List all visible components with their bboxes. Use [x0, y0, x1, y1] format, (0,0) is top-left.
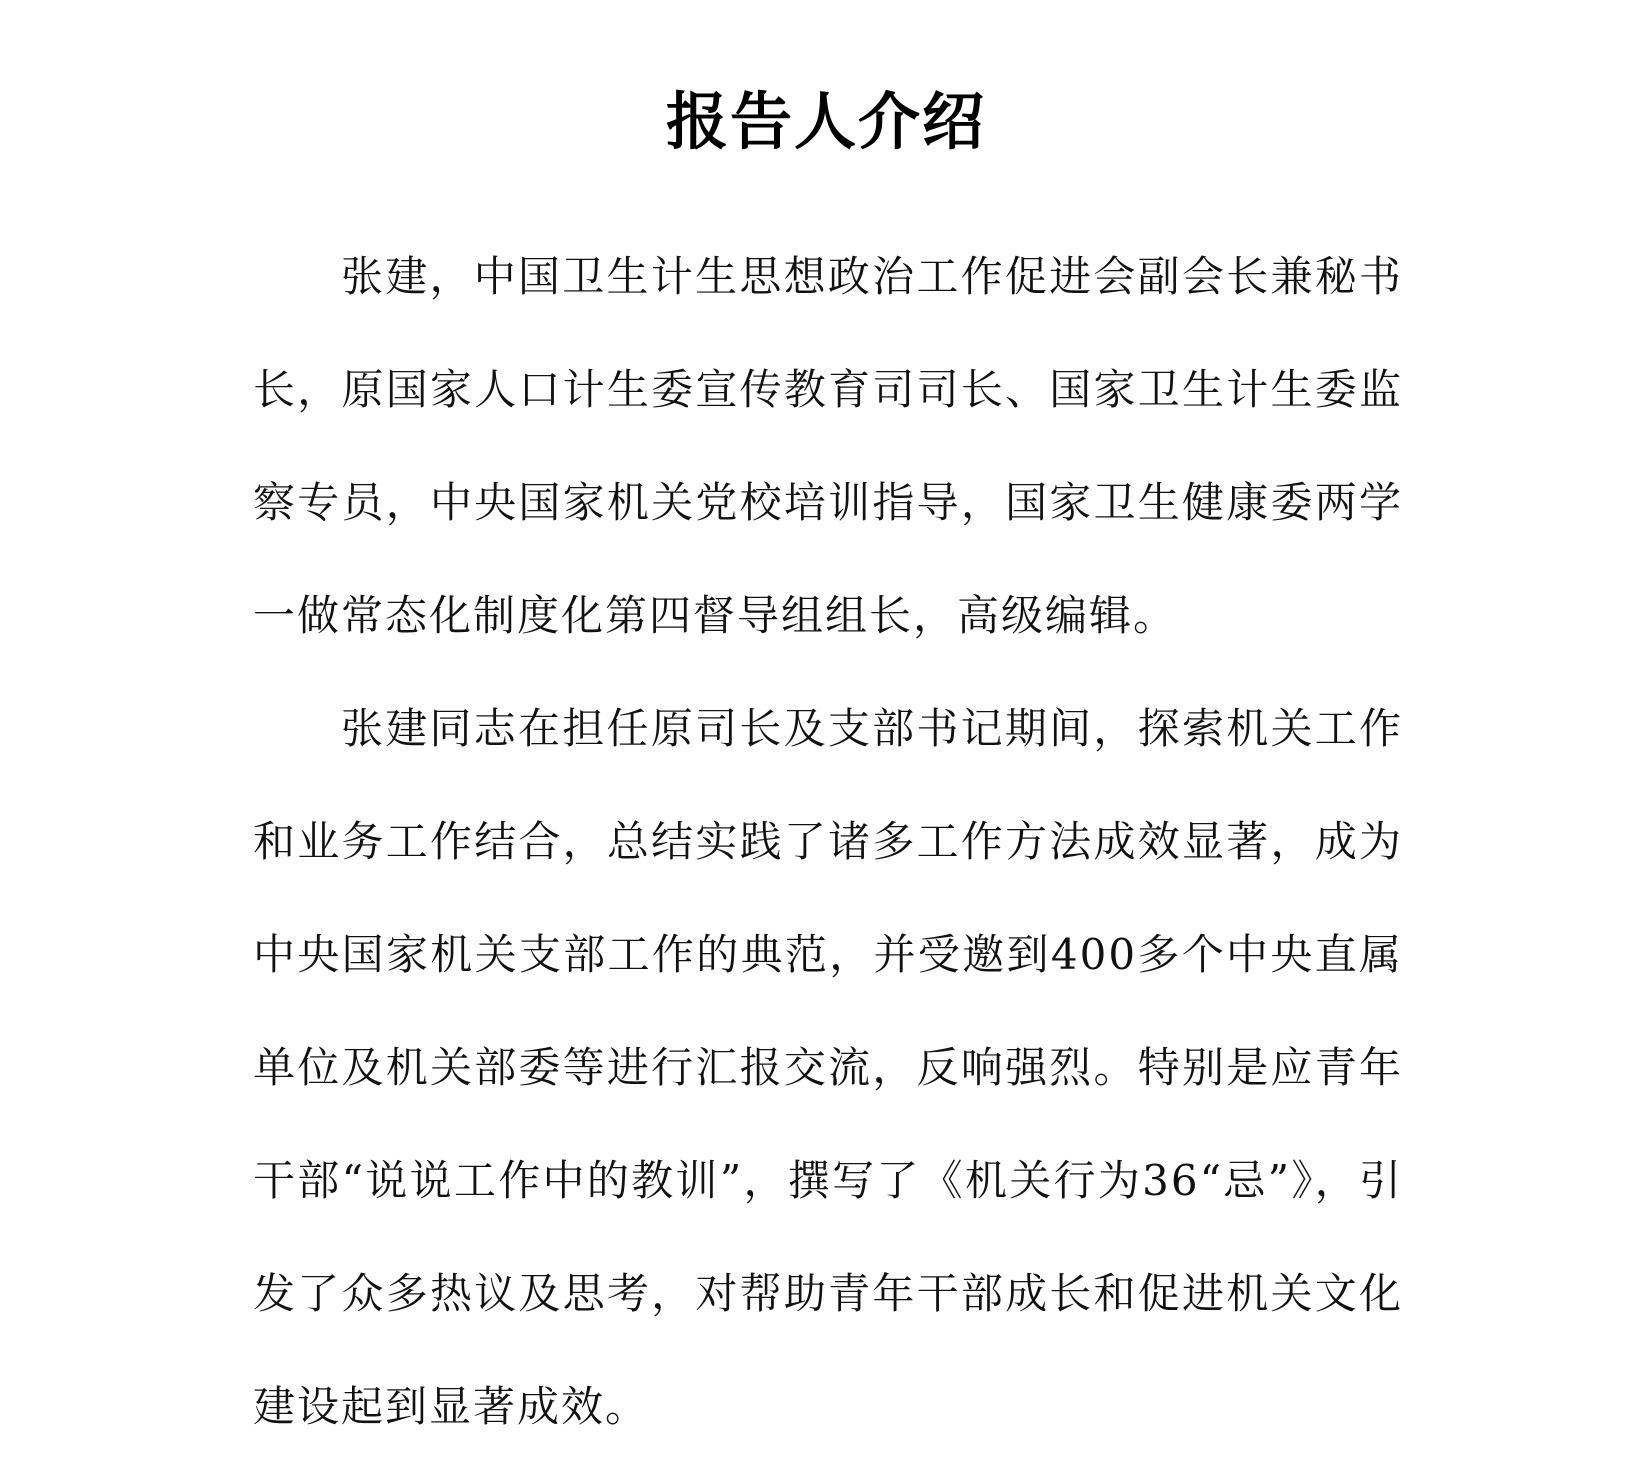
paragraph-achievements: 张建同志在担任原司长及支部书记期间，探索机关工作和业务工作结合，总结实践了诸多工作方法成效显著，成为中央国家机关支部工作的典范，并受邀到400多个中央直属单位及机关部委等进行汇报交流，反响强烈。特别是应青年干部“说说工作中的教训”，撰写了《机关行为36“忌”》，引发了众多热议及思考，对帮助青年干部成长和促进机关文化建设起到显著成效。: [253, 704, 1403, 1431]
paragraph-bio: 张建，中国卫生计生思想政治工作促进会副会长兼秘书长，原国家人口计生委宣传教育司司长、国家卫生计生委监察专员，中央国家机关党校培训指导，国家卫生健康委两学一做常态化制度化第四督导组组长，高级编辑。: [253, 252, 1403, 640]
document-body: [253, 220, 1403, 1463]
page-title: 报告人介绍: [665, 85, 986, 158]
